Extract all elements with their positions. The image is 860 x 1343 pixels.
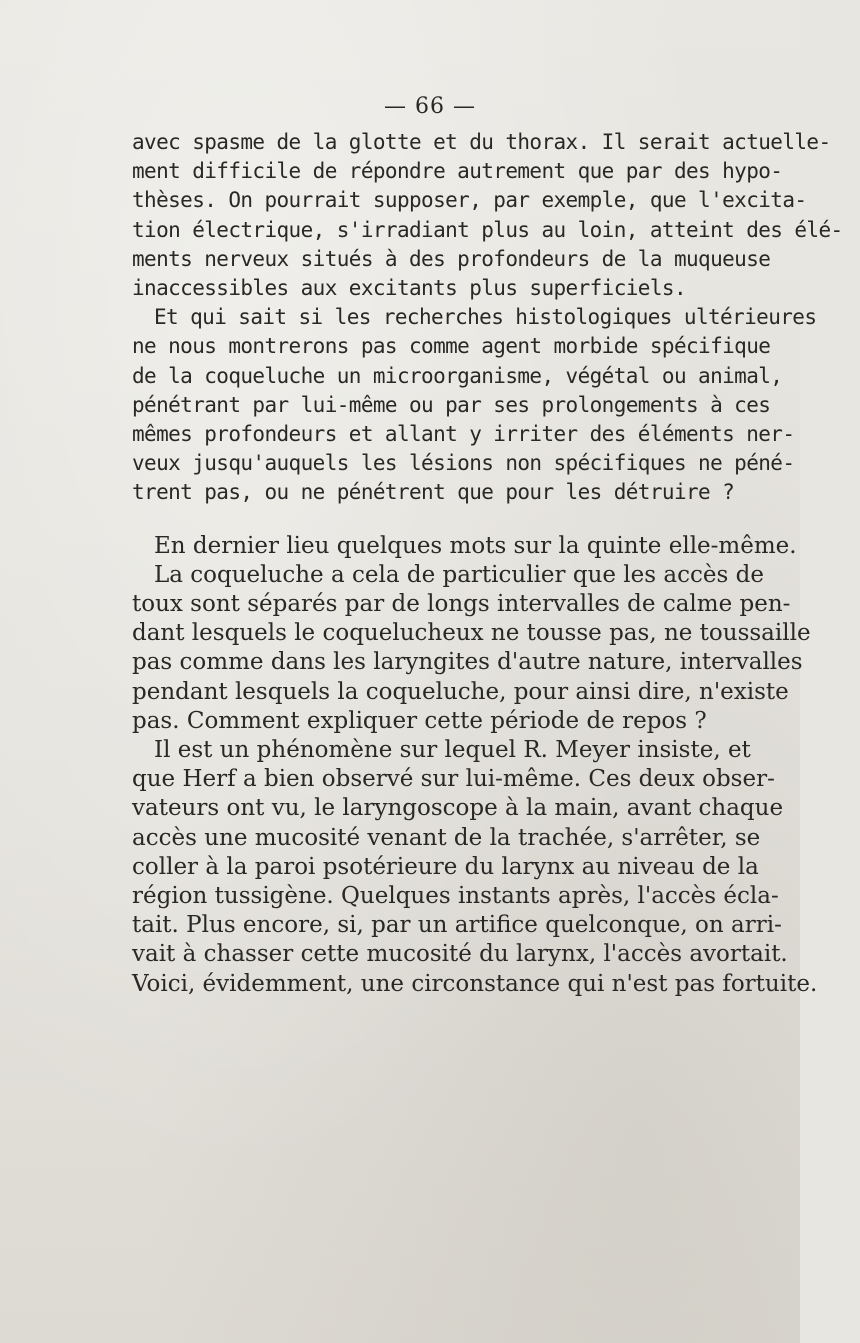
- paragraph-2: [132, 303, 817, 507]
- text-line: région tussigène. Quelques instants après, l'accès écla-: [132, 883, 779, 910]
- text-line: tait. Plus encore, si, par un artifice quelconque, on arri-: [132, 912, 782, 939]
- text-line: que Herf a bien observé sur lui-même. Ces deux obser-: [132, 766, 775, 793]
- text-line: Et qui sait si les recherches histologiques ultérieures: [154, 305, 817, 330]
- text-line: avec spasme de la glotte et du thorax. Il serait actuelle-: [132, 130, 831, 154]
- text-line: trent pas, ou ne pénétrent que pour les détruire ?: [132, 480, 735, 505]
- text-line: vateurs ont vu, le laryngoscope à la main, avant chaque: [132, 795, 784, 822]
- text-line: ments nerveux situés à des profondeurs de la muqueuse: [132, 246, 771, 271]
- text-line: pas comme dans les laryngites d'autre nature, intervalles: [132, 649, 803, 676]
- text-line: ne nous montrerons pas comme agent morbide spécifique: [132, 334, 771, 359]
- text-line: pendant lesquels la coqueluche, pour ainsi dire, n'existe: [132, 678, 789, 705]
- text-line: La coqueluche a cela de particulier que les accès de: [154, 561, 764, 588]
- text-line: En dernier lieu quelques mots sur la quinte elle-même.: [154, 532, 797, 559]
- text-line: pénétrant par lui-même ou par ses prolongements à ces: [132, 392, 771, 417]
- paragraph-1: [132, 128, 843, 303]
- text-line: Voici, évidemment, une circonstance qui n'est pas fortuite.: [132, 970, 818, 997]
- paragraph-3: [132, 532, 811, 736]
- text-line: pas. Comment expliquer cette période de repos ?: [132, 707, 707, 734]
- text-line: ment difficile de répondre autrement que par des hypo-: [132, 159, 783, 184]
- text-line: inaccessibles aux excitants plus superficiels.: [132, 276, 686, 301]
- text-line: mêmes profondeurs et allant y irriter des éléments ner-: [132, 422, 795, 447]
- text-line: accès une mucosité venant de la trachée, s'arrêter, se: [132, 824, 761, 851]
- text-line: veux jusqu'auquels les lésions non spécifiques ne péné-: [132, 451, 795, 476]
- page-number: — 66 —: [384, 94, 476, 119]
- text-line: de la coqueluche un microorganisme, végétal ou animal,: [132, 363, 783, 388]
- text-line: toux sont séparés par de longs intervalles de calme pen-: [132, 591, 791, 618]
- text-line: coller à la paroi psotérieure du larynx au niveau de la: [132, 853, 759, 880]
- paragraph-4: [132, 736, 818, 999]
- text-line: thèses. On pourrait supposer, par exemple, que l'excita-: [132, 188, 807, 213]
- text-line: Il est un phénomène sur lequel R. Meyer insiste, et: [154, 737, 751, 764]
- text-line: vait à chasser cette mucosité du larynx, l'accès avortait.: [132, 941, 788, 968]
- section-gap: [132, 508, 732, 532]
- body-text: [132, 128, 843, 999]
- text-line: tion électrique, s'irradiant plus au loin, atteint des élé-: [132, 217, 843, 242]
- text-line: dant lesquels le coquelucheux ne tousse pas, ne toussaille: [132, 620, 811, 647]
